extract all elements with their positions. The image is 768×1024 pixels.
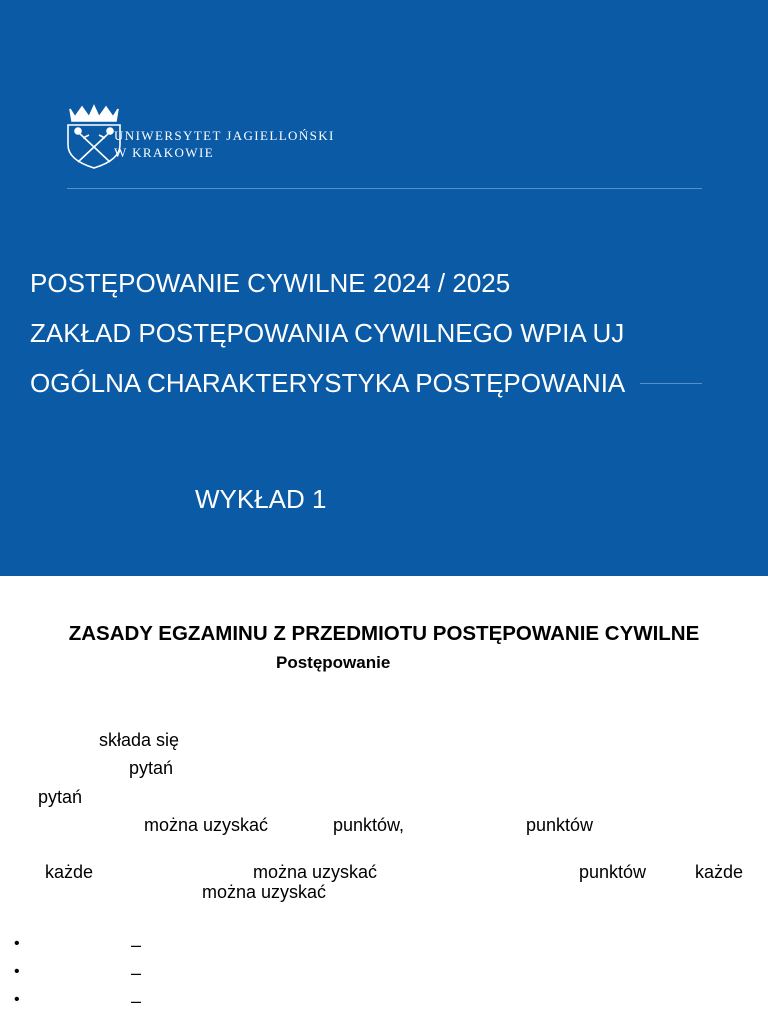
university-name-line2: W KRAKOWIE	[114, 145, 215, 160]
text-fragment: pytań	[129, 758, 174, 778]
lecture-number: WYKŁAD 1	[195, 484, 327, 514]
bullet-dash: –	[131, 991, 142, 1011]
university-name-line1: UNIWERSYTET JAGIELLOŃSKI	[114, 128, 335, 143]
bullet-dash: –	[131, 963, 142, 983]
university-name	[114, 127, 335, 161]
bullet-marker: •	[14, 991, 20, 1008]
text-fragment: każde	[45, 862, 94, 882]
text-fragment: można uzyskać	[253, 862, 378, 882]
bullet-dash: –	[131, 935, 142, 955]
slide-heading: ZASADY EGZAMINU Z PRZEDMIOTU POSTĘPOWANIE CYWILNE	[68, 622, 700, 645]
bullet-marker: •	[14, 935, 20, 952]
text-fragment: punktów	[526, 815, 594, 835]
slide-subheading: Postępowanie	[276, 653, 391, 672]
text-fragment: punktów	[579, 862, 647, 882]
exam-rules-slide	[0, 576, 768, 1024]
course-title: POSTĘPOWANIE CYWILNE 2024 / 2025	[30, 268, 511, 298]
title-divider	[640, 383, 702, 384]
text-fragment: składa się	[99, 730, 180, 750]
text-fragment: każde	[695, 862, 744, 882]
text-fragment: punktów,	[333, 815, 405, 835]
text-fragment: pytań	[38, 787, 83, 807]
text-fragment: można uzyskać	[144, 815, 269, 835]
lecture-topic: OGÓLNA CHARAKTERYSTYKA POSTĘPOWANIA	[30, 368, 626, 398]
bullet-marker: •	[14, 963, 20, 980]
header-divider	[67, 188, 702, 189]
text-fragment: można uzyskać	[202, 882, 327, 902]
department-title: ZAKŁAD POSTĘPOWANIA CYWILNEGO WPIA UJ	[30, 318, 625, 348]
